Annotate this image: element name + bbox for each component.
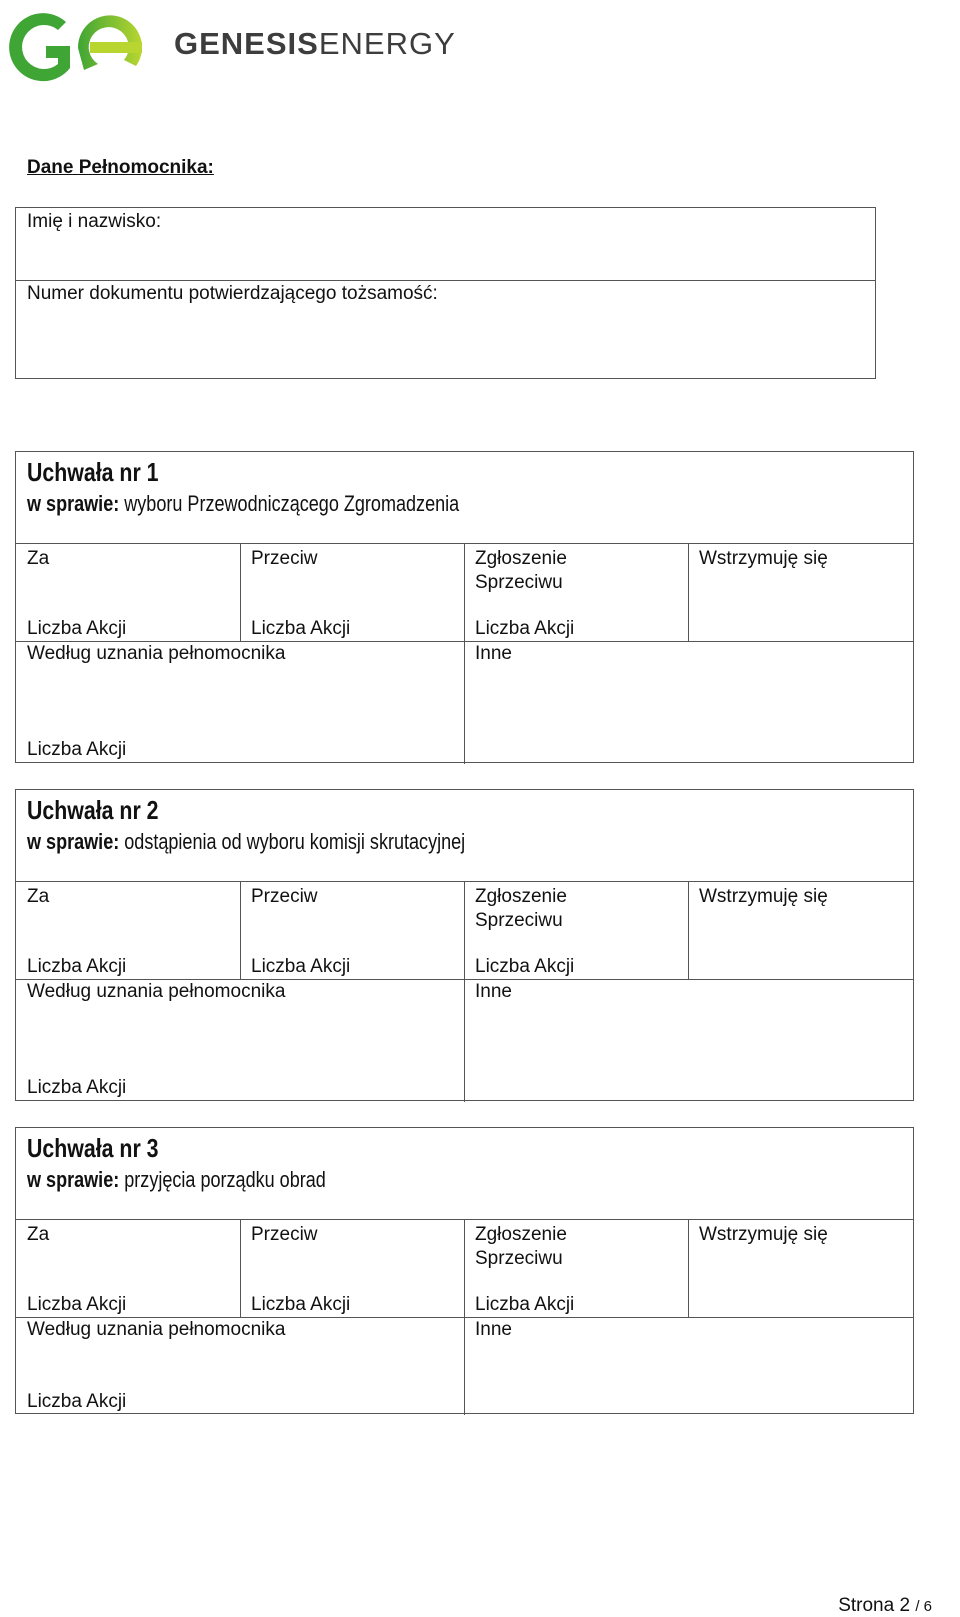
- shares-objection-label: Liczba Akcji: [475, 956, 575, 977]
- resolution-subject: [27, 491, 459, 517]
- vote-against-label: Przeciw: [251, 1224, 318, 1245]
- objection-label-2: Sprzeciwu: [475, 572, 563, 593]
- objection-label-2: Sprzeciwu: [475, 1248, 563, 1269]
- resolution-3-table: [15, 1127, 914, 1414]
- subject-prefix: w sprawie:: [27, 491, 120, 516]
- discretion-label: Według uznania pełnomocnika: [27, 981, 286, 1002]
- other-label: Inne: [475, 1319, 512, 1340]
- page-number: [838, 1595, 932, 1617]
- subject-text: odstąpienia od wyboru komisji skrutacyjnej: [124, 829, 466, 854]
- page-total: / 6: [915, 1598, 932, 1615]
- vote-for-label: Za: [27, 886, 50, 907]
- resolution-1-table: [15, 451, 914, 763]
- divider: [240, 882, 241, 979]
- vote-against-label: Przeciw: [251, 886, 318, 907]
- shares-discretion-label: Liczba Akcji: [27, 1391, 127, 1412]
- objection-label-1: Zgłoszenie: [475, 548, 567, 569]
- resolution-2-header: [16, 790, 913, 882]
- page-label: Strona 2: [838, 1595, 911, 1616]
- resolution-subject: [27, 1167, 326, 1193]
- vote-for-label: Za: [27, 548, 50, 569]
- proxy-document-label: Numer dokumentu potwierdzającego tożsamość:: [27, 283, 438, 304]
- proxy-name-label: Imię i nazwisko:: [27, 211, 162, 232]
- divider: [240, 1220, 241, 1317]
- subject-text: wyboru Przewodniczącego Zgromadzenia: [124, 491, 460, 516]
- brand-light: ENERGY: [318, 26, 456, 61]
- resolution-subject: [27, 829, 465, 855]
- divider: [464, 544, 465, 764]
- vote-for-label: Za: [27, 1224, 50, 1245]
- shares-discretion-label: Liczba Akcji: [27, 1077, 127, 1098]
- shares-against-label: Liczba Akcji: [251, 1294, 351, 1315]
- resolution-1-header: [16, 452, 913, 544]
- subject-prefix: w sprawie:: [27, 829, 120, 854]
- divider: [240, 544, 241, 641]
- proxy-table: [15, 207, 876, 379]
- brand-name: [174, 26, 456, 62]
- shares-against-label: Liczba Akcji: [251, 618, 351, 639]
- subject-text: przyjęcia porządku obrad: [124, 1167, 326, 1192]
- objection-label-1: Zgłoszenie: [475, 886, 567, 907]
- shares-against-label: Liczba Akcji: [251, 956, 351, 977]
- resolution-title: Uchwała nr 3: [27, 1133, 159, 1163]
- shares-for-label: Liczba Akcji: [27, 618, 127, 639]
- divider: [688, 544, 689, 641]
- objection-label-1: Zgłoszenie: [475, 1224, 567, 1245]
- shares-for-label: Liczba Akcji: [27, 1294, 127, 1315]
- other-label: Inne: [475, 643, 512, 664]
- resolution-3-header: [16, 1128, 913, 1220]
- proxy-section-title: Dane Pełnomocnika:: [27, 157, 214, 178]
- abstain-label: Wstrzymuję się: [699, 886, 828, 907]
- proxy-name-row: [16, 208, 875, 281]
- resolution-2-table: [15, 789, 914, 1101]
- shares-objection-label: Liczba Akcji: [475, 1294, 575, 1315]
- shares-discretion-label: Liczba Akcji: [27, 739, 127, 760]
- discretion-label: Według uznania pełnomocnika: [27, 1319, 286, 1340]
- vote-against-label: Przeciw: [251, 548, 318, 569]
- discretion-label: Według uznania pełnomocnika: [27, 643, 286, 664]
- other-label: Inne: [475, 981, 512, 1002]
- brand-bold: GENESIS: [174, 26, 319, 61]
- resolution-title: Uchwała nr 2: [27, 795, 159, 825]
- abstain-label: Wstrzymuję się: [699, 548, 828, 569]
- divider: [688, 882, 689, 979]
- genesis-energy-logo: [8, 8, 148, 86]
- shares-for-label: Liczba Akcji: [27, 956, 127, 977]
- resolution-title: Uchwała nr 1: [27, 457, 159, 487]
- divider: [688, 1220, 689, 1317]
- subject-prefix: w sprawie:: [27, 1167, 120, 1192]
- abstain-label: Wstrzymuję się: [699, 1224, 828, 1245]
- divider: [464, 882, 465, 1102]
- shares-objection-label: Liczba Akcji: [475, 618, 575, 639]
- objection-label-2: Sprzeciwu: [475, 910, 563, 931]
